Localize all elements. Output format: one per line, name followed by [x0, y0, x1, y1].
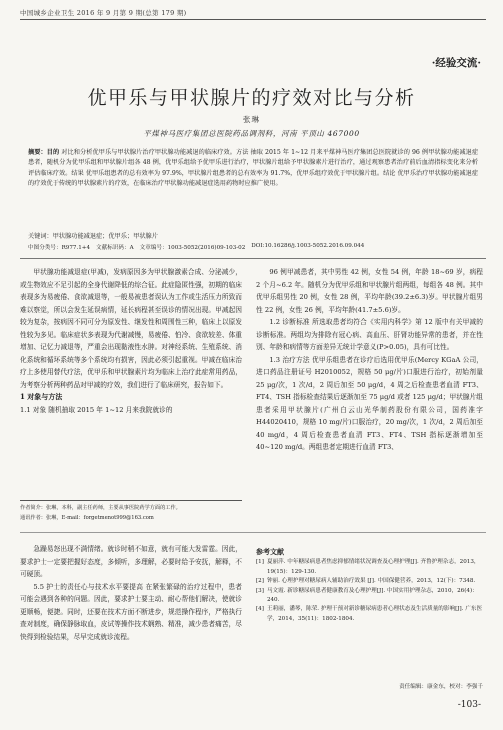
reference-text: 钟丽. 心理护理对糖尿病人辅助治疗效果 [J]. 中国保健营养，2013，12(下)：7348. — [266, 578, 476, 585]
abstract-label: 摘要：目的 — [28, 149, 60, 156]
reference-item — [256, 558, 483, 577]
meta-doc-code: 文献标识码：A — [96, 245, 134, 251]
body-right-column — [256, 266, 483, 454]
previous-article-paragraph: 急躁易怒出现不满情绪。就诊时稍不如意，就有可能大发雷霆。因此，要求护士一定要把握好态度，多倾听，多理解，必要时给予安抚，解释，不可硬顶。 — [20, 545, 242, 578]
subsection-object: 1.1 对象 随机抽取 2015 年 1~12 月来我院就诊的 — [20, 405, 173, 414]
affiliation: 平煤神马医疗集团总医院药品调剂科，河南 平顶山 467000 — [143, 129, 360, 138]
header-rule — [20, 19, 486, 20]
reference-number: [3] — [256, 587, 264, 594]
references — [256, 547, 483, 624]
editor-credit: 责任编辑：康金东，校对：李强千 — [399, 684, 483, 690]
reference-item — [256, 605, 483, 624]
section-heading: 1 对象与方法 — [20, 392, 63, 401]
reference-number: [1] — [256, 559, 264, 566]
references-title: 参考文献 — [256, 547, 284, 556]
footnote-rule — [20, 500, 242, 501]
footnote-contact: 通讯作者：张琳，E-mail：forgetmenot999@163.com — [20, 515, 154, 521]
section-label: ·经验交流· — [431, 57, 481, 69]
reference-item — [256, 577, 483, 586]
reference-number: [2] — [256, 578, 264, 585]
reference-text: 夏丽萍. 中年糖尿病患者焦虑抑郁情绪状况调查及心理护理[J]. 齐鲁护理杂志，2013，19(15)：129-130. — [266, 559, 480, 575]
right-paragraph-subjects: 96 例甲减患者，其中男性 42 例，女性 54 例，年龄 18~69 岁，病程 2 个月~6.2 年。随机分为优甲乐组和甲状腺片组两组，每组各 48 例。其中优甲乐组男性 20 例，女性 28 例，平均年龄(39.2±6.3)岁。甲状腺片组男性 22 例，女性 26 例，平均年龄(41.7±5.6)岁。 — [256, 268, 483, 314]
reference-number: [4] — [256, 606, 264, 613]
meta-article-no: 文章编号：1003-5052(2016)09-103-02 — [139, 245, 246, 251]
keywords: 关键词：甲状腺功能减退症；优甲乐；甲状腺片 — [28, 233, 158, 240]
right-paragraph-methods: 1.3 治疗方法 优甲乐组患者在诊疗后选用优甲乐(Mercy KGaA 公司，进口药品注册证号 H2010052，规格 50 μg/片)口服进行治疗，初始剂量 25 μg/次，1 次/d，2 周后加至 50 μg/d，4 周之后检查患者血清 FT3、FT4、TSH 指标检查结果后逐渐加至 75 μg/d 或者 125 μg/d；甲状腺片组患者采用甲状腺片(广州白云山光华制药股份有限公司，国药准字 H44020410，规格 10 mg/片)口服治疗，20 mg/次，1 次/d，2 周后加至 40 mg/d，4 周后检查患者血清 FT3、FT4、TSH 指标逐渐增加至 40~120 mg/d。两组患者定期进行血清 FT3、 — [256, 355, 483, 451]
author: 张琳 — [243, 115, 260, 124]
footnote-author-info: 作者简介：张琳，本科，副主任药师，主要从事医院药学方面的工作。 — [20, 505, 181, 511]
reference-text: 马文霞. 新诊糖尿病患者健康教育及心理护理[J]. 中国实用护理杂志，2010，26(4)：240. — [266, 587, 478, 604]
previous-article-paragraph: 5.5 护士的责任心与技术水平要提高 在紧张繁碌的治疗过程中，患者可能会遇到各种的问题。因此，要求护士要主动、耐心帮他们解决，使就诊更顺畅，便捷。同时，还要在技术方面不断进步，规范操作程序，严格执行查对制度，确保静脉取血，皮试等操作技术娴熟、精准，减少患者痛苦，尽快得到检验结果，尽早完成就诊流程。 — [20, 582, 242, 641]
abstract — [28, 148, 478, 190]
meta-clc: 中图分类号：R977.1+4 — [28, 245, 91, 251]
page-number: -103- — [457, 700, 481, 710]
reference-text: 王莉丽，潘琴，陈荣. 护理干预对新诊糖尿病患者心理状态及生活质量的影响[J]. 广东医学，2014，35(11)：1802-1804. — [266, 606, 483, 622]
running-head: 中国城乡企业卫生 2016 年 9 月第 9 期(总第 179 期) — [20, 9, 187, 17]
reference-item — [256, 587, 483, 606]
footnote — [20, 503, 242, 523]
abstract-rule — [20, 258, 486, 259]
body-left-column — [20, 266, 242, 416]
article-title: 优甲乐与甲状腺片的疗效对比与分析 — [87, 87, 416, 109]
meta-row — [28, 243, 478, 251]
abstract-text: 对比和分析优甲乐与甲状腺片治疗甲状腺功能减退的临床疗效。方法 抽取 2015 年 1~12 月来平煤神马医疗集团总医院就诊的 96 例甲状腺功能减退症患者，随机分为优甲乐组和甲状腺片组各 48 例，优甲乐组给予优甲乐进行治疗，甲状腺片组给予甲状腺素片进行治疗，通过观察患者治疗前后血清指标变化来分析评估临床疗效。结果 优甲乐组患者的总有效率为 97.9%，甲状腺片组患者的总有效率为 91.7%，优甲乐组疗效优于甲状腺片组。结论 优甲乐治疗甲状腺功能减退症的疗效优于传统的甲状腺素片的疗效，在临床治疗甲状腺功能减退症选用药物时应推广使用。 — [28, 149, 479, 188]
right-paragraph-criteria: 1.2 诊断标准 所选取患者均符合《实用内科学》第 12 版中有关甲减的诊断标准。两组均为排除有冠心病、高血压、肝肾功能异常的患者，并在性别、年龄和病情等方面差异无统计学意义(P>0.05)，具有可比性。 — [256, 318, 483, 351]
previous-article-column — [20, 543, 242, 643]
intro-paragraph: 甲状腺功能减退症(甲减)，发病原因多为甲状腺激素合成、分泌减少，或生物效应不足引起的全身代谢降低的综合征。此症隐匿性强，初期的临床表现多为易疲倦、食欲减退等，一般易被患者误认为工作或生活压力所致而难以察觉，所以会发生延误病情，延长病程甚至误诊的情况出现。甲减起因较为复杂，按病因不同可分为原发性、继发性和周围性三种，临床上以原发性较为多见。临床症状多表现为代谢减慢，易疲倦、怕冷、食欲较差、体重增加、记忆力减退等，严重会出现黏液性水肿。对神经系统、生殖系统、消化系统和循环系统等多个系统均有损害，因此必须引起重视。甲减在临床治疗上多使用替代疗法，优甲乐和甲状腺素片均为临床上治疗此症常用药品，为考察分析两种药品对甲减的疗效，我们进行了临床研究，报告如下。 — [20, 268, 242, 389]
meta-doi: DOI:10.16286/j.1003-5052.2016.09.044 — [251, 243, 365, 249]
article-separator — [20, 532, 486, 533]
